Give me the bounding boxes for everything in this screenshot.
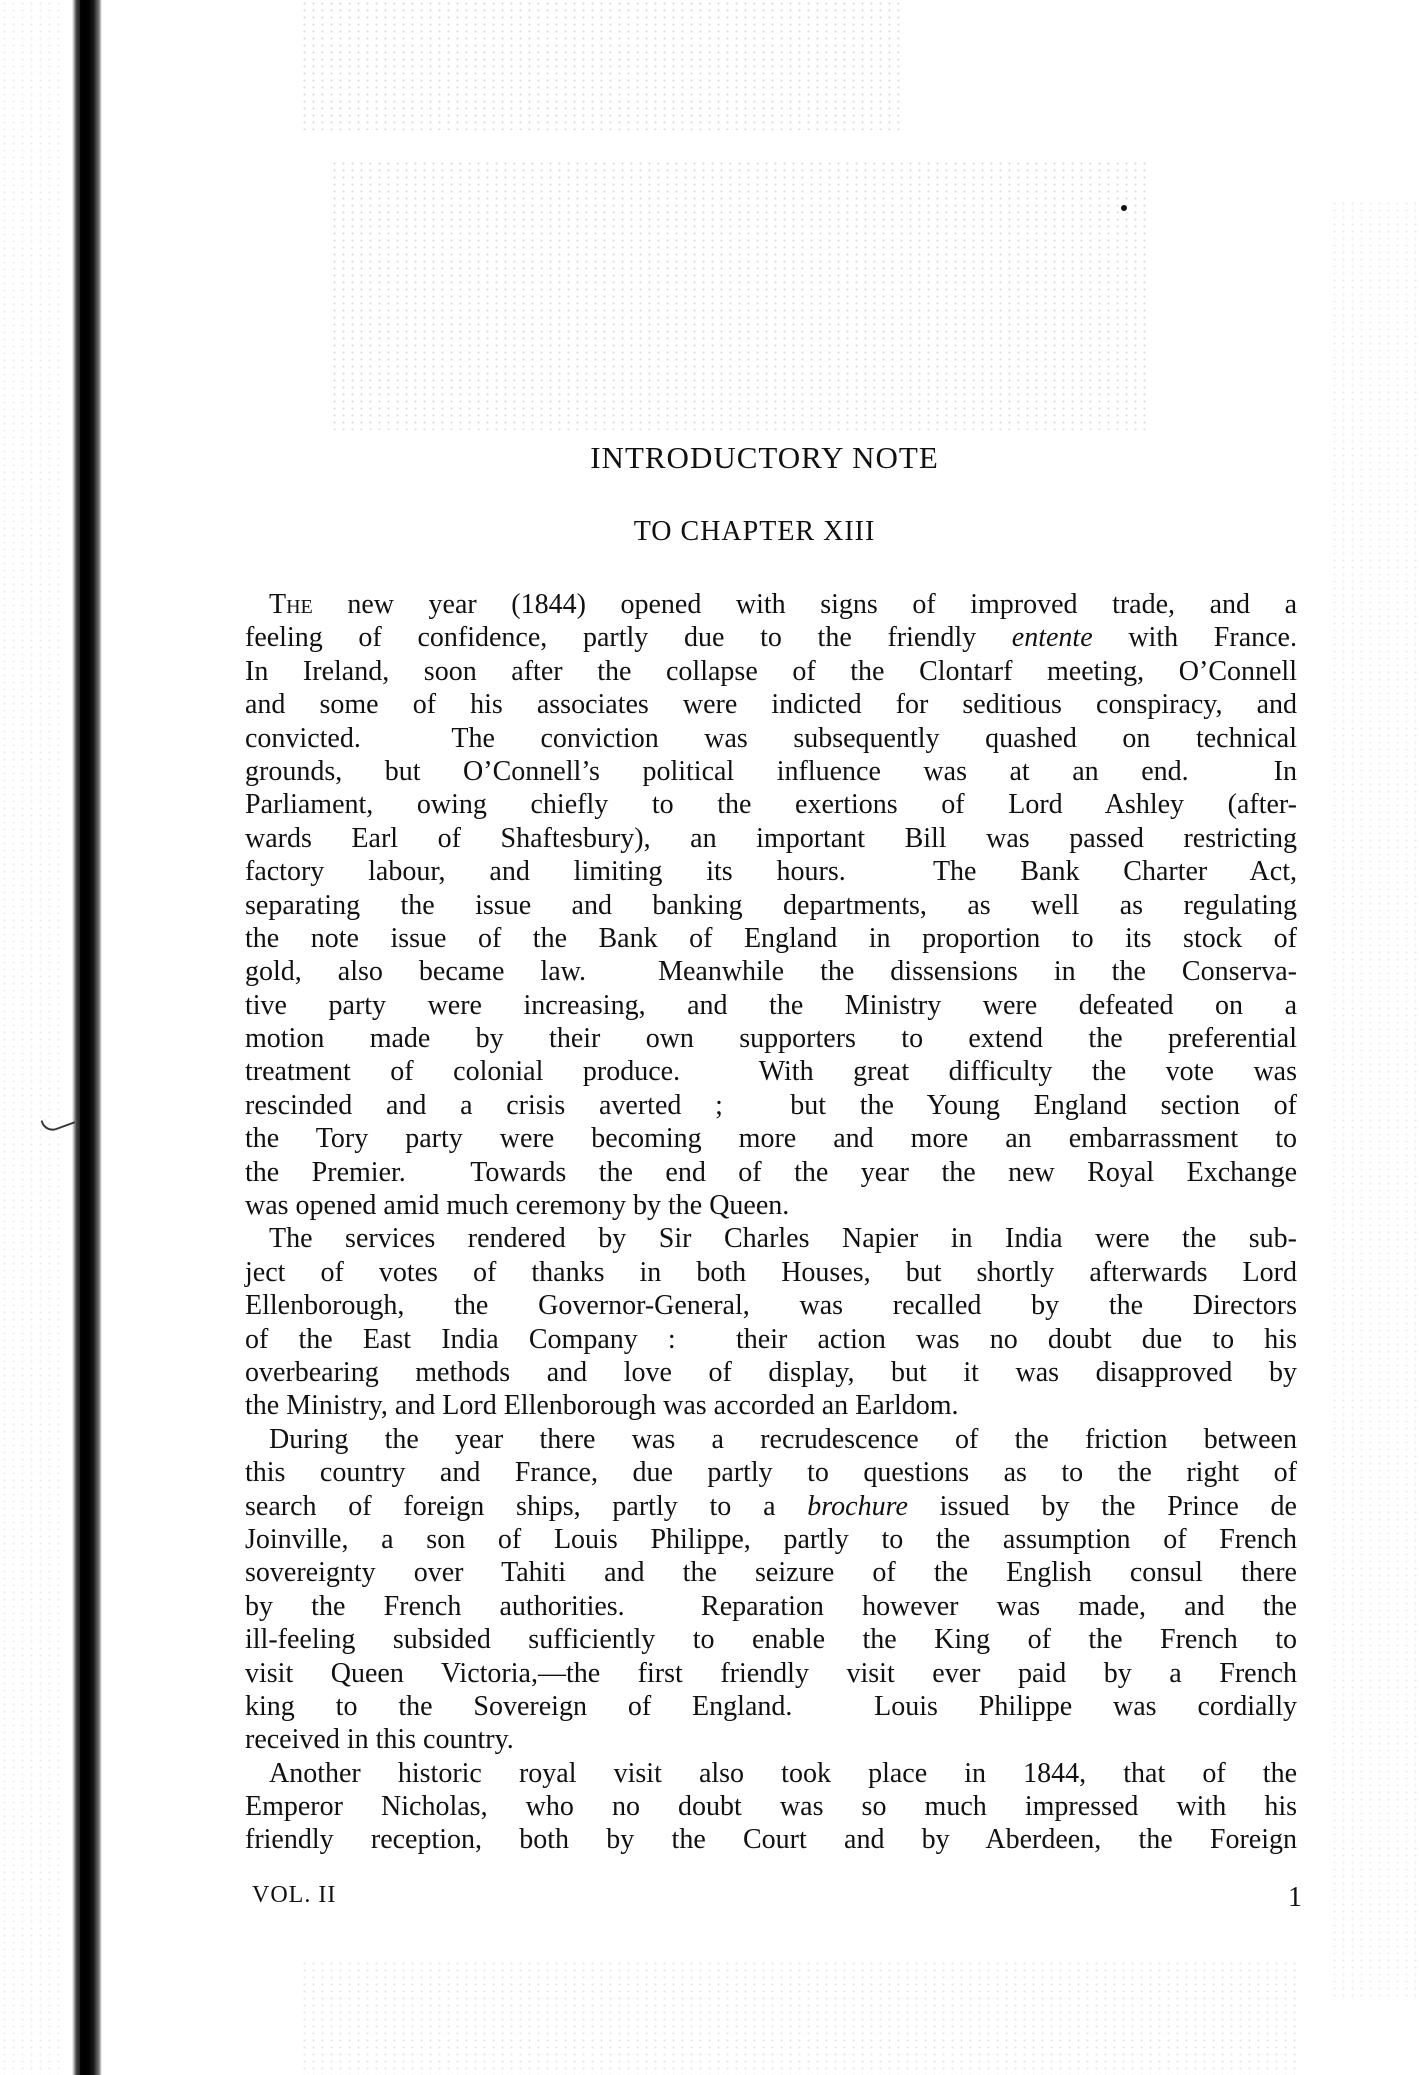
text-segment: Parliament, owing chiefly to the exertions of Lord Ashley (after-	[245, 789, 1297, 821]
text-segment: wards Earl of Shaftesbury), an important Bill was passed restricting	[245, 822, 1297, 854]
text-segment: The services rendered by Sir Charles Napier in India were the sub-	[269, 1223, 1297, 1255]
volume-label: VOL. II	[252, 1882, 337, 1908]
text-line	[245, 688, 1297, 721]
text-segment: by the French authorities. Reparation however was made, and the	[245, 1590, 1297, 1622]
text-line	[245, 1089, 1297, 1122]
text-segment: Emperor Nicholas, who no doubt was so much impressed with his	[245, 1791, 1297, 1823]
text-line	[245, 588, 1297, 621]
text-segment: visit Queen Victoria,—the first friendly visit ever paid by a French	[245, 1657, 1297, 1689]
text-segment: factory labour, and limiting its hours. The Bank Charter Act,	[245, 856, 1297, 888]
text-segment: Another historic royal visit also took place in 1844, that of the	[269, 1757, 1297, 1789]
text-line	[245, 1623, 1297, 1656]
text-segment: Joinville, a son of Louis Philippe, partly to the assumption of French	[245, 1523, 1297, 1555]
text-line	[245, 889, 1297, 922]
scan-noise	[300, 1960, 1300, 2075]
text-segment: sovereignty over Tahiti and the seizure of the English consul there	[245, 1557, 1297, 1589]
text-segment: the Ministry, and Lord Ellenborough was accorded an Earldom.	[245, 1390, 959, 1422]
italic-text: brochure	[807, 1490, 908, 1522]
chapter-heading: INTRODUCTORY NOTE	[590, 440, 939, 475]
text-segment: ill-feeling subsided sufficiently to enable the King of the French to	[245, 1624, 1297, 1656]
scan-noise	[330, 160, 1150, 430]
text-segment: the Premier. Towards the end of the year the new Royal Exchange	[245, 1156, 1297, 1188]
text-line	[245, 1256, 1297, 1289]
text-line	[245, 1156, 1297, 1189]
text-segment: motion made by their own supporters to extend the preferential	[245, 1023, 1297, 1055]
ink-dot	[1121, 205, 1127, 211]
small-caps-text: The	[269, 589, 313, 620]
text-line	[245, 955, 1297, 988]
text-line	[245, 1222, 1297, 1255]
text-line	[245, 1790, 1297, 1823]
page-number: 1	[1288, 1882, 1302, 1913]
text-line	[245, 1122, 1297, 1155]
text-segment: feeling of confidence, partly due to the friendly	[245, 622, 1012, 654]
text-line	[245, 1423, 1297, 1456]
text-line	[245, 822, 1297, 855]
text-segment: ject of votes of thanks in both Houses, but shortly afterwards Lord	[245, 1256, 1297, 1288]
text-segment: separating the issue and banking departments, as well as regulating	[245, 889, 1297, 921]
text-line	[245, 1389, 1297, 1422]
scan-noise	[300, 0, 900, 130]
text-segment: search of foreign ships, partly to a	[245, 1490, 808, 1522]
text-line	[245, 1690, 1297, 1723]
text-line	[245, 989, 1297, 1022]
text-line	[245, 621, 1297, 654]
text-segment: grounds, but O’Connell’s political influence was at an end. In	[245, 755, 1297, 787]
text-line	[245, 1356, 1297, 1389]
text-segment: the Tory party were becoming more and more an embarrassment to	[245, 1123, 1297, 1155]
text-segment: rescinded and a crisis averted ; but the Young England section of	[245, 1089, 1297, 1121]
text-segment: of the East India Company : their action was no doubt due to his	[245, 1323, 1297, 1355]
text-segment: During the year there was a recrudescence of the friction between	[269, 1423, 1297, 1455]
italic-text: entente	[1011, 622, 1093, 654]
text-line	[245, 1323, 1297, 1356]
text-segment: this country and France, due partly to questions as to the right of	[245, 1457, 1297, 1489]
text-segment: In Ireland, soon after the collapse of the Clontarf meeting, O’Connell	[245, 655, 1297, 687]
text-segment: king to the Sovereign of England. Louis Philippe was cordially	[245, 1690, 1297, 1722]
text-line	[245, 1022, 1297, 1055]
text-segment: received in this country.	[245, 1724, 514, 1756]
text-segment: new year (1844) opened with signs of improved trade, and a	[312, 589, 1297, 620]
text-line	[245, 755, 1297, 788]
text-line	[245, 722, 1297, 755]
text-segment: overbearing methods and love of display, but it was disapproved by	[245, 1356, 1297, 1388]
book-binding-edge	[80, 0, 90, 2075]
text-line	[245, 1590, 1297, 1623]
text-line	[245, 788, 1297, 821]
text-line	[245, 1289, 1297, 1322]
text-line	[245, 1189, 1297, 1222]
text-line	[245, 1823, 1297, 1856]
text-segment: issued by the Prince de	[907, 1490, 1297, 1522]
text-line	[245, 922, 1297, 955]
text-line	[245, 1490, 1297, 1523]
text-segment: and some of his associates were indicted for seditious conspiracy, and	[245, 689, 1297, 721]
text-segment: Ellenborough, the Governor-General, was recalled by the Directors	[245, 1290, 1297, 1322]
text-line	[245, 1757, 1297, 1790]
text-segment: treatment of colonial produce. With great difficulty the vote was	[245, 1056, 1297, 1088]
text-segment: the note issue of the Bank of England in proportion to its stock of	[245, 922, 1297, 954]
text-segment: convicted. The conviction was subsequently quashed on technical	[245, 722, 1297, 754]
text-line	[245, 855, 1297, 888]
text-line	[245, 1556, 1297, 1589]
text-line	[245, 1456, 1297, 1489]
body-text	[245, 588, 1297, 1857]
scan-noise	[0, 0, 60, 2075]
chapter-subheading: TO CHAPTER XIII	[633, 516, 876, 547]
text-segment: was opened amid much ceremony by the Queen.	[245, 1190, 790, 1222]
text-segment: friendly reception, both by the Court and by Aberdeen, the Foreign	[245, 1824, 1297, 1856]
text-line	[245, 1523, 1297, 1556]
text-line	[245, 1723, 1297, 1756]
text-segment: with France.	[1092, 622, 1297, 654]
text-segment: tive party were increasing, and the Ministry were defeated on a	[245, 989, 1297, 1021]
text-segment: gold, also became law. Meanwhile the dissensions in the Conserva-	[245, 956, 1297, 988]
text-line	[245, 1657, 1297, 1690]
text-line	[245, 1055, 1297, 1088]
text-line	[245, 655, 1297, 688]
